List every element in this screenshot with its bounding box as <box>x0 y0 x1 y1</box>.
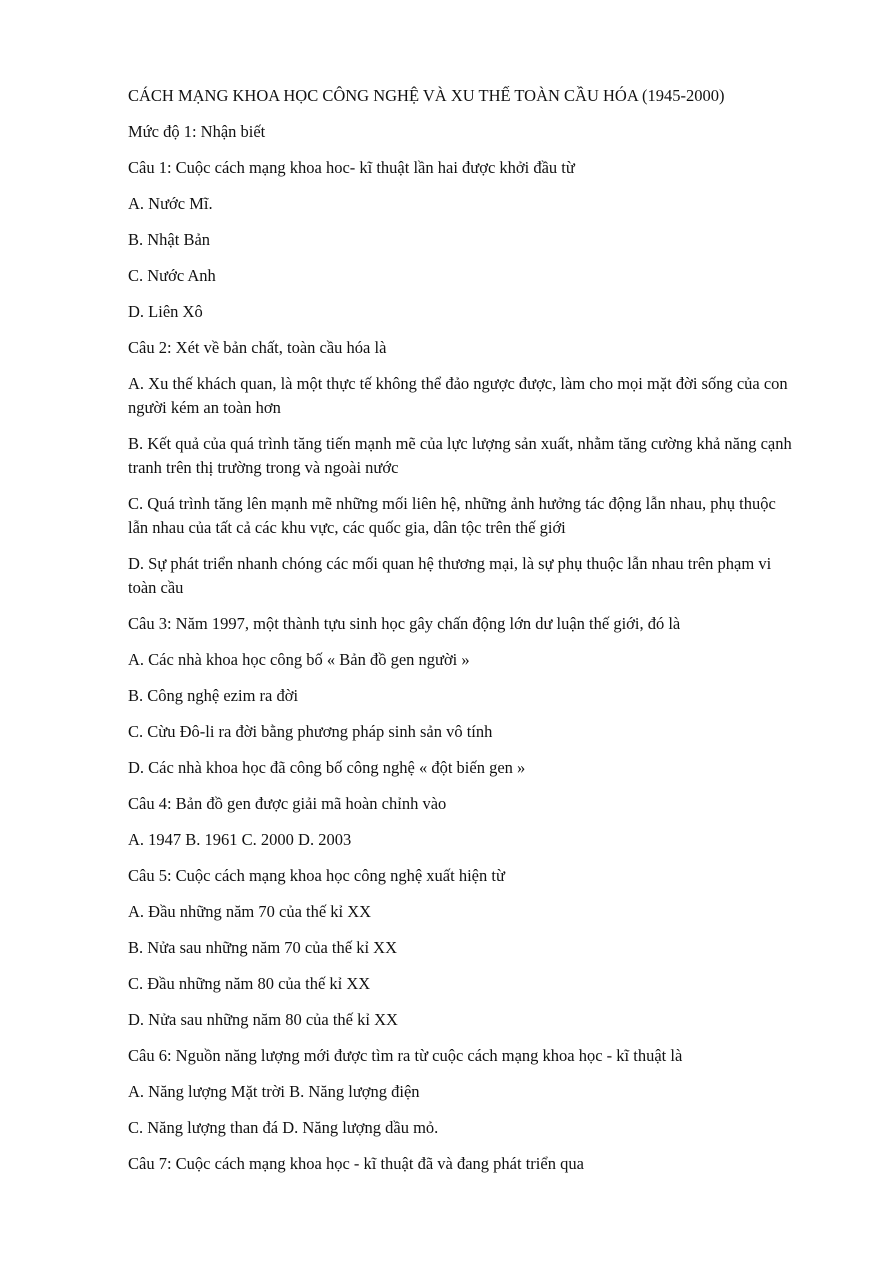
question-6-options-ab: A. Năng lượng Mặt trời B. Năng lượng điện <box>128 1082 420 1101</box>
question-5: Câu 5: Cuộc cách mạng khoa học công nghệ xuất hiện từ <box>128 866 505 885</box>
question-7: Câu 7: Cuộc cách mạng khoa học - kĩ thuật đã và đang phát triển qua <box>128 1154 584 1173</box>
question-5-option-a: A. Đầu những năm 70 của thế kỉ XX <box>128 902 372 921</box>
question-5-option-c: C. Đầu những năm 80 của thế kỉ XX <box>128 974 371 993</box>
question-2-option-d: D. Sự phát triển nhanh chóng các mối quan hệ thương mại, là sự phụ thuộc lẫn nhau trên phạm vi toàn cầu <box>128 554 772 597</box>
question-2-option-a: A. Xu thế khách quan, là một thực tế không thể đảo ngược được, làm cho mọi mặt đời sống của con người kém an toàn hơn <box>128 374 788 417</box>
level-label: Mức độ 1: Nhận biết <box>128 122 266 141</box>
question-5-option-b: B. Nửa sau những năm 70 của thế kỉ XX <box>128 938 398 957</box>
question-1-option-d: D. Liên Xô <box>128 302 203 321</box>
question-2-option-b: B. Kết quả của quá trình tăng tiến mạnh mẽ của lực lượng sản xuất, nhằm tăng cường khả năng cạnh tranh trên thị trường trong và ngoài nước <box>128 434 792 477</box>
question-1-option-b: B. Nhật Bản <box>128 230 211 249</box>
question-3-option-a: A. Các nhà khoa học công bố « Bản đồ gen người » <box>128 650 470 669</box>
question-3-option-d: D. Các nhà khoa học đã công bố công nghệ « đột biến gen » <box>128 758 526 777</box>
question-3-option-c: C. Cừu Đô-li ra đời bằng phương pháp sinh sản vô tính <box>128 722 493 741</box>
question-6-options-cd: C. Năng lượng than đá D. Năng lượng dầu mỏ. <box>128 1118 439 1137</box>
document-title: CÁCH MẠNG KHOA HỌC CÔNG NGHỆ VÀ XU THẾ TOÀN CẦU HÓA (1945-2000) <box>128 86 725 105</box>
question-4: Câu 4: Bản đồ gen được giải mã hoàn chỉnh vào <box>128 794 447 813</box>
question-2-option-c: C. Quá trình tăng lên mạnh mẽ những mối liên hệ, những ảnh hưởng tác động lẫn nhau, phụ thuộc lẫn nhau của tất cả các khu vực, các quốc gia, dân tộc trên thế giới <box>128 494 776 537</box>
question-3-option-b: B. Công nghệ ezim ra đời <box>128 686 299 705</box>
question-1-option-c: C. Nước Anh <box>128 266 216 285</box>
question-6: Câu 6: Nguồn năng lượng mới được tìm ra từ cuộc cách mạng khoa học - kĩ thuật là <box>128 1046 683 1065</box>
question-1: Câu 1: Cuộc cách mạng khoa hoc- kĩ thuật lần hai được khởi đầu từ <box>128 158 575 177</box>
question-5-option-d: D. Nửa sau những năm 80 của thế kỉ XX <box>128 1010 398 1029</box>
document-body <box>128 84 798 1188</box>
question-4-options: A. 1947 B. 1961 C. 2000 D. 2003 <box>128 830 352 849</box>
question-1-option-a: A. Nước Mĩ. <box>128 194 213 213</box>
question-3: Câu 3: Năm 1997, một thành tựu sinh học gây chấn động lớn dư luận thế giới, đó là <box>128 614 681 633</box>
question-2: Câu 2: Xét về bản chất, toàn cầu hóa là <box>128 338 387 357</box>
